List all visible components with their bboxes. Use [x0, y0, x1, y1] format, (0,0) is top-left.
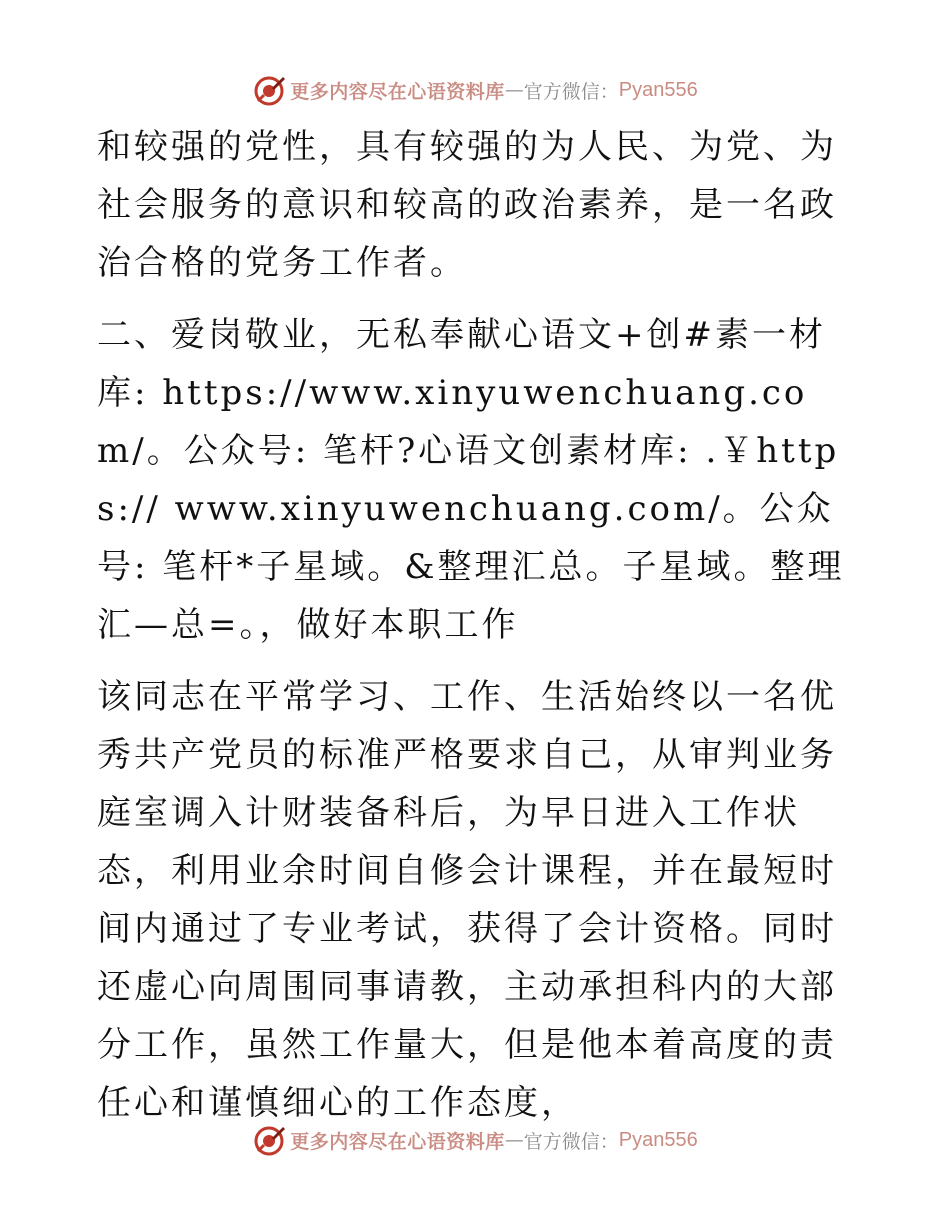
footer-contact-id: Pyan556	[618, 1128, 698, 1151]
footer-contact-label: 官方微信：	[523, 1130, 619, 1153]
pen-logo-icon	[252, 73, 286, 107]
header-contact-label: 官方微信：	[523, 80, 619, 103]
pen-logo-icon	[252, 1123, 286, 1157]
header-separator: —	[504, 79, 524, 101]
document-body	[97, 118, 857, 1132]
paragraph-3: 该同志在平常学习、工作、生活始终以一名优秀共产党员的标准严格要求自己，从审判业务庭室调入计财装备科后，为早日进入工作状态，利用业余时间自修会计课程，并在最短时间内通过了专业考试，获得了会计资格。同时还虚心向周围同事请教，主动承担科内的大部分工作，虽然工作量大，但是他本着高度的责任心和谨慎细心的工作态度，	[97, 677, 837, 1123]
paragraph-1: 和较强的党性，具有较强的为人民、为党、为社会服务的意识和较高的政治素养，是一名政治合格的党务工作者。	[97, 127, 837, 283]
footer-separator: —	[504, 1129, 524, 1151]
header-contact-id: Pyan556	[618, 78, 698, 101]
footer-watermark	[0, 1120, 950, 1160]
paragraph-2: 二、爱岗敬业，无私奉献心语文+创#素一材库: https://www.xinyuwenchuang.com/。公众号: 笔杆?心语文创素材库: .￥https:// www.xinyuwenchuang.com/。公众号: 笔杆*子星域。&整理汇总。子星域。整理汇—总=。，做好本职工作	[97, 315, 845, 645]
footer-slogan: 更多内容尽在心语资料库	[290, 1130, 505, 1153]
header-slogan: 更多内容尽在心语资料库	[290, 80, 505, 103]
header-watermark	[0, 70, 950, 110]
